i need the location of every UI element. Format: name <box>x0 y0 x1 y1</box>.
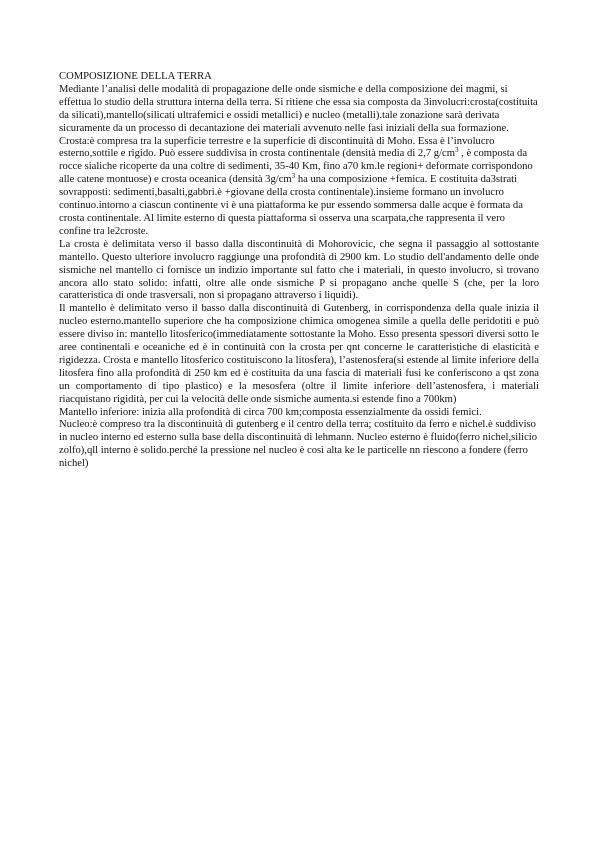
document-title: COMPOSIZIONE DELLA TERRA <box>59 71 212 82</box>
crosta-text-part1: Crosta:è compresa tra la superficie terrestre e la superficie di discontinuità di Moho. Essa è l’involucro esterno,sottile e rigido. Può essere suddivisa in crosta continentale (densità media di 2,7 g/cm <box>59 135 495 160</box>
crosta-text-part3: ha una composizione +femica. E costituita da3strati sovrapposti: sedimenti,basalti,gabbri.è +giovane della crosta continentale).insieme formano un involucro continuo.intorno a ciascun continente vi è una piattaforma ke pur essendo sommersa dalle acque è formata da crosta continentale. Al limite esterno di questa piattaforma si osserva una scarpata,che rappresenta il vero confine tra le2croste. <box>59 174 523 237</box>
paragraph-mantello: Il mantello è delimitato verso il basso dalla discontinuità di Gutenberg, in corrispondenza della quale inizia il nucleo esterno.mantello superiore che ha composizione chimica omogenea simile a quella delle peridotiti e può essere diviso in: mantello litosferico(immediatamente sottostante la Moho. Esso presenta spessori diversi sotto le aree continentali e oceaniche ed è in continuità con la crosta per qnt concerne le caratteristiche di elasticità e rigidezza. Crosta e mantello litosferico costituiscono la litosfera), l’astenosfera(si estende al limite inferiore della litosfera fino alla profondità di 250 km ed è costituita da una fascia di materiali fusi ke conferiscono a qst zona un comportamento di tipo plastico) e la mesosfera (oltre il limite inferiore dell’astenosfera, i materiali riacquistano rigidità, per cui la velocità delle onde sismiche aumenta.si estende fino a 700km) <box>59 303 539 405</box>
paragraph-crosta <box>59 136 539 239</box>
paragraph-intro: Mediante l’analisi delle modalità di propagazione delle onde sismiche e della composizione dei magmi, si effettua lo studio della struttura interna della terra. Si ritiene che essa sia composta da 3involucri:crosta(costituita da silicati),mantello(silicati ultrafemici e ossidi metallici) e nucleo (metalli).tale zonazione sarà derivata sicuramente da un processo di decantazione dei materiali avvenuto nelle fasi iniziali della sua formazione. <box>59 83 538 134</box>
crosta-text-part2: , è composta da rocce sialiche ricoperte da una coltre di sedimenti, 35-40 Km, fino a70 km.le regioni+ deformate corrispondono alle catene montuose) e crosta oceanica (densità 3g/cm <box>59 148 533 186</box>
paragraph-nucleo: Nucleo:è compreso tra la discontinuità di gutenberg e il centro della terra; costituito da ferro e nichel.è suddiviso in nucleo interno ed esterno sulla base della discontinuità di lehmann. Nucleo esterno è fluido(ferro nichel,silicio zolfo),qll interno è solido.perché la pressione nel nucleo è così alta ke le particelle nn riescono a fondere (ferro nichel) <box>59 419 538 470</box>
paragraph-crosta-delimitata: La crosta è delimitata verso il basso dalla discontinuità di Mohorovicic, che segna il passaggio al sottostante mantello. Questo ulteriore involucro raggiunge una profondità di 2900 km. Lo studio dell'andamento delle onde sismiche nel mantello ci fornisce un indizio importante sul fatto che i materiali, in questo involucro, si trovano ancora allo stato solido: infatti, oltre alle onde sismiche P si propagano anche quelle S (che, per la loro caratteristica di onde trasversali, non si propagano attraverso i liquidi). <box>59 238 539 302</box>
superscript-3: 3 <box>455 146 459 155</box>
superscript-3: 3 <box>291 172 296 181</box>
document-body <box>59 71 539 471</box>
paragraph-mantello-inferiore: Mantello inferiore: inizia alla profondità di circa 700 km;composta essenzialmente da ossidi femici. <box>59 406 482 418</box>
